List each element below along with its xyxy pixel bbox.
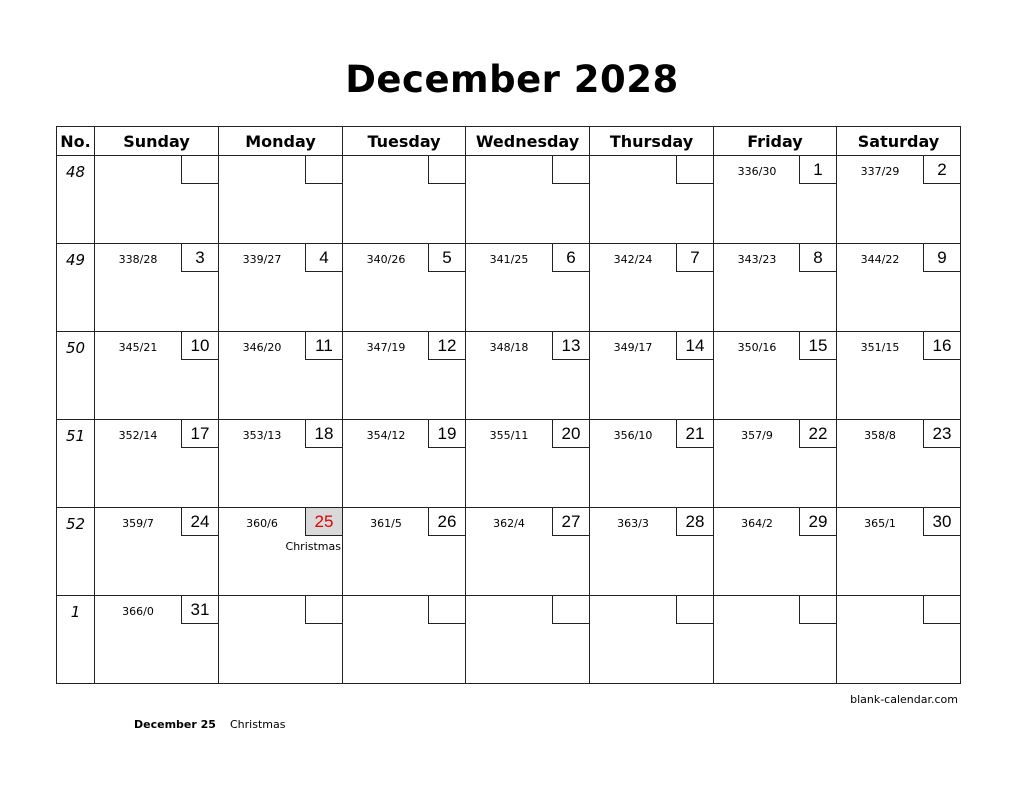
day-cell[interactable] [590, 596, 714, 684]
week-row [57, 420, 961, 508]
day-cell[interactable] [343, 596, 466, 684]
week-number: 1 [70, 603, 81, 621]
day-cell[interactable] [343, 508, 466, 596]
day-number-box [552, 156, 589, 184]
day-cell[interactable] [714, 508, 837, 596]
day-of-year-label: 357/9 [741, 429, 773, 442]
day-of-year-label: 363/3 [617, 517, 649, 530]
day-cell[interactable] [95, 596, 219, 684]
day-of-year-label: 364/2 [741, 517, 773, 530]
day-number: 18 [305, 420, 342, 448]
day-of-year-label: 361/5 [370, 517, 402, 530]
day-cell[interactable] [219, 508, 343, 596]
day-of-year-label: 366/0 [122, 605, 154, 618]
holiday-label: Christmas [285, 540, 341, 553]
day-number: 1 [799, 156, 836, 184]
day-cell[interactable] [714, 244, 837, 332]
week-number-cell [57, 420, 95, 508]
day-cell[interactable] [343, 156, 466, 244]
day-of-year-label: 350/16 [737, 341, 777, 354]
day-cell[interactable] [343, 332, 466, 420]
day-cell[interactable] [837, 244, 961, 332]
site-credit: blank-calendar.com [850, 693, 958, 706]
day-number-box [552, 596, 589, 624]
week-number-cell [57, 508, 95, 596]
day-number: 8 [799, 244, 836, 272]
day-number: 21 [676, 420, 713, 448]
day-of-year-label: 351/15 [860, 341, 900, 354]
day-cell[interactable] [219, 420, 343, 508]
day-number: 14 [676, 332, 713, 360]
day-of-year-label: 355/11 [489, 429, 529, 442]
day-cell[interactable] [590, 156, 714, 244]
header-friday: Friday [714, 127, 837, 156]
day-number: 25 [305, 508, 342, 536]
week-row [57, 596, 961, 684]
week-number-cell [57, 596, 95, 684]
calendar-grid [56, 126, 961, 684]
day-of-year-label: 341/25 [489, 253, 529, 266]
holiday-legend-name: Christmas [230, 718, 286, 731]
day-of-year-label: 365/1 [864, 517, 896, 530]
day-of-year-label: 345/21 [118, 341, 158, 354]
day-of-year-label: 343/23 [737, 253, 777, 266]
week-number: 52 [65, 515, 86, 533]
week-row [57, 244, 961, 332]
day-cell[interactable] [219, 332, 343, 420]
day-cell[interactable] [714, 156, 837, 244]
day-of-year-label: 339/27 [242, 253, 282, 266]
day-number: 22 [799, 420, 836, 448]
week-number: 48 [65, 163, 86, 181]
header-sunday: Sunday [95, 127, 219, 156]
day-number: 24 [181, 508, 218, 536]
day-of-year-label: 358/8 [864, 429, 896, 442]
week-number-cell [57, 156, 95, 244]
day-cell[interactable] [837, 420, 961, 508]
week-number: 49 [65, 251, 86, 269]
day-cell[interactable] [95, 244, 219, 332]
day-number-box [181, 156, 218, 184]
calendar-title: December 2028 [345, 58, 679, 101]
day-of-year-label: 337/29 [860, 165, 900, 178]
day-number: 26 [428, 508, 465, 536]
day-of-year-label: 360/6 [246, 517, 278, 530]
day-number-box [799, 596, 836, 624]
day-of-year-label: 349/17 [613, 341, 653, 354]
day-number: 11 [305, 332, 342, 360]
day-of-year-label: 347/19 [366, 341, 406, 354]
day-of-year-label: 342/24 [613, 253, 653, 266]
day-of-year-label: 354/12 [366, 429, 406, 442]
day-of-year-label: 356/10 [613, 429, 653, 442]
day-cell[interactable] [590, 332, 714, 420]
day-cell[interactable] [343, 420, 466, 508]
day-of-year-label: 353/13 [242, 429, 282, 442]
day-cell[interactable] [343, 244, 466, 332]
week-row [57, 156, 961, 244]
header-wednesday: Wednesday [466, 127, 590, 156]
week-row [57, 332, 961, 420]
header-monday: Monday [219, 127, 343, 156]
day-number: 29 [799, 508, 836, 536]
day-of-year-label: 362/4 [493, 517, 525, 530]
day-of-year-label: 348/18 [489, 341, 529, 354]
day-of-year-label: 338/28 [118, 253, 158, 266]
header-tuesday: Tuesday [343, 127, 466, 156]
day-cell[interactable] [714, 596, 837, 684]
day-of-year-label: 340/26 [366, 253, 406, 266]
day-cell[interactable] [837, 332, 961, 420]
day-cell[interactable] [590, 508, 714, 596]
header-saturday: Saturday [837, 127, 961, 156]
day-of-year-label: 359/7 [122, 517, 154, 530]
day-of-year-label: 346/20 [242, 341, 282, 354]
day-cell[interactable] [95, 508, 219, 596]
day-number-box [305, 156, 342, 184]
day-number: 16 [923, 332, 960, 360]
day-cell[interactable] [590, 420, 714, 508]
day-number: 9 [923, 244, 960, 272]
day-cell[interactable] [590, 244, 714, 332]
day-of-year-label: 352/14 [118, 429, 158, 442]
day-number: 2 [923, 156, 960, 184]
day-number-box [676, 156, 713, 184]
day-number: 20 [552, 420, 589, 448]
day-cell[interactable] [714, 332, 837, 420]
day-number: 5 [428, 244, 465, 272]
day-cell[interactable] [837, 156, 961, 244]
day-cell[interactable] [714, 420, 837, 508]
week-number-cell [57, 332, 95, 420]
holiday-legend-date: December 25 [134, 718, 216, 731]
day-number: 17 [181, 420, 218, 448]
day-number-box [676, 596, 713, 624]
day-number: 10 [181, 332, 218, 360]
day-number: 4 [305, 244, 342, 272]
header-week-no: No. [57, 127, 95, 156]
day-number: 7 [676, 244, 713, 272]
day-cell[interactable] [466, 156, 590, 244]
day-number: 27 [552, 508, 589, 536]
day-cell[interactable] [219, 596, 343, 684]
day-cell[interactable] [95, 332, 219, 420]
day-number: 28 [676, 508, 713, 536]
day-cell[interactable] [95, 156, 219, 244]
day-cell[interactable] [219, 244, 343, 332]
day-number: 12 [428, 332, 465, 360]
day-number-box [305, 596, 342, 624]
week-number: 51 [65, 427, 86, 445]
day-number: 6 [552, 244, 589, 272]
day-number: 23 [923, 420, 960, 448]
week-number-cell [57, 244, 95, 332]
day-cell[interactable] [95, 420, 219, 508]
day-number: 31 [181, 596, 218, 624]
week-number: 50 [65, 339, 86, 357]
day-number-box [923, 596, 960, 624]
day-cell[interactable] [466, 508, 590, 596]
day-cell[interactable] [837, 508, 961, 596]
day-number-box [428, 596, 465, 624]
day-number: 13 [552, 332, 589, 360]
day-number: 30 [923, 508, 960, 536]
day-of-year-label: 336/30 [737, 165, 777, 178]
day-cell[interactable] [466, 332, 590, 420]
day-cell[interactable] [466, 244, 590, 332]
day-of-year-label: 344/22 [860, 253, 900, 266]
day-cell[interactable] [466, 420, 590, 508]
header-thursday: Thursday [590, 127, 714, 156]
week-row [57, 508, 961, 596]
day-number: 3 [181, 244, 218, 272]
day-number-box [428, 156, 465, 184]
day-number: 19 [428, 420, 465, 448]
day-number: 15 [799, 332, 836, 360]
day-cell[interactable] [219, 156, 343, 244]
day-cell[interactable] [837, 596, 961, 684]
day-cell[interactable] [466, 596, 590, 684]
calendar-body [57, 156, 961, 684]
header-row [57, 127, 961, 156]
